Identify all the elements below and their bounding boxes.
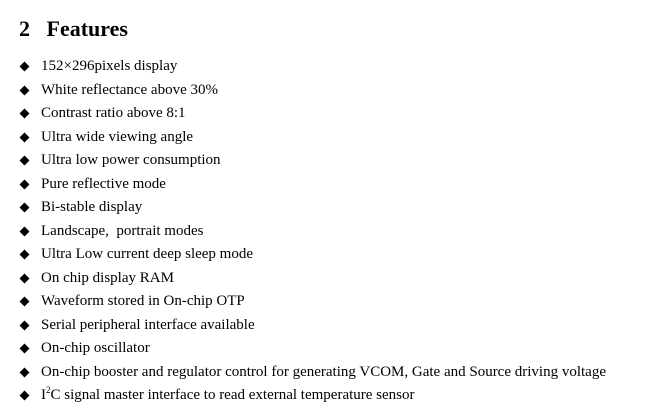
list-item bbox=[19, 102, 606, 126]
feature-text: White reflectance above 30% bbox=[41, 81, 218, 98]
list-item bbox=[19, 55, 606, 79]
feature-text: Landscape, portrait modes bbox=[41, 222, 204, 239]
list-item bbox=[19, 220, 606, 244]
feature-text: On-chip oscillator bbox=[41, 340, 150, 356]
i2c-superscript: 2 bbox=[46, 385, 51, 395]
diamond-bullet-icon bbox=[19, 156, 29, 166]
diamond-bullet-icon bbox=[19, 179, 29, 189]
section-number: 2 bbox=[19, 16, 30, 41]
feature-text: On-chip booster and regulator control for generating VCOM, Gate and Source driving voltage bbox=[41, 363, 606, 380]
feature-list bbox=[19, 55, 606, 408]
list-item bbox=[19, 314, 606, 338]
feature-text: Ultra Low current deep sleep mode bbox=[41, 246, 253, 262]
diamond-bullet-icon bbox=[19, 344, 29, 354]
diamond-bullet-icon bbox=[19, 250, 29, 260]
list-item bbox=[19, 126, 606, 150]
list-item bbox=[19, 361, 606, 385]
section-title: Features bbox=[46, 16, 128, 41]
feature-text: Bi-stable display bbox=[41, 199, 143, 215]
feature-text: Pure reflective mode bbox=[41, 175, 166, 192]
feature-text: Ultra wide viewing angle bbox=[41, 128, 194, 145]
list-item bbox=[19, 243, 606, 267]
diamond-bullet-icon bbox=[19, 62, 29, 72]
list-item bbox=[19, 79, 606, 103]
feature-text: Waveform stored in On-chip OTP bbox=[41, 293, 245, 309]
diamond-bullet-icon bbox=[19, 203, 29, 213]
section-heading bbox=[19, 14, 128, 44]
list-item bbox=[19, 267, 606, 291]
feature-text: 152×296pixels display bbox=[41, 58, 178, 74]
list-item bbox=[19, 196, 606, 220]
diamond-bullet-icon bbox=[19, 226, 29, 236]
diamond-bullet-icon bbox=[19, 391, 29, 401]
feature-text: Contrast ratio above 8:1 bbox=[41, 105, 186, 121]
diamond-bullet-icon bbox=[19, 109, 29, 119]
feature-text: On chip display RAM bbox=[41, 269, 174, 286]
list-item bbox=[19, 149, 606, 173]
diamond-bullet-icon bbox=[19, 273, 29, 283]
diamond-bullet-icon bbox=[19, 297, 29, 307]
diamond-bullet-icon bbox=[19, 85, 29, 95]
diamond-bullet-icon bbox=[19, 320, 29, 330]
list-item bbox=[19, 337, 606, 361]
i2c-prefix: I bbox=[41, 387, 46, 403]
list-item bbox=[19, 290, 606, 314]
feature-text: Ultra low power consumption bbox=[41, 152, 221, 168]
i2c-rest: C signal master interface to read external temperature sensor bbox=[50, 387, 415, 403]
diamond-bullet-icon bbox=[19, 367, 29, 377]
list-item bbox=[19, 384, 606, 408]
feature-text: Serial peripheral interface available bbox=[41, 316, 255, 333]
list-item bbox=[19, 173, 606, 197]
feature-text-i2c bbox=[41, 384, 415, 408]
diamond-bullet-icon bbox=[19, 132, 29, 142]
